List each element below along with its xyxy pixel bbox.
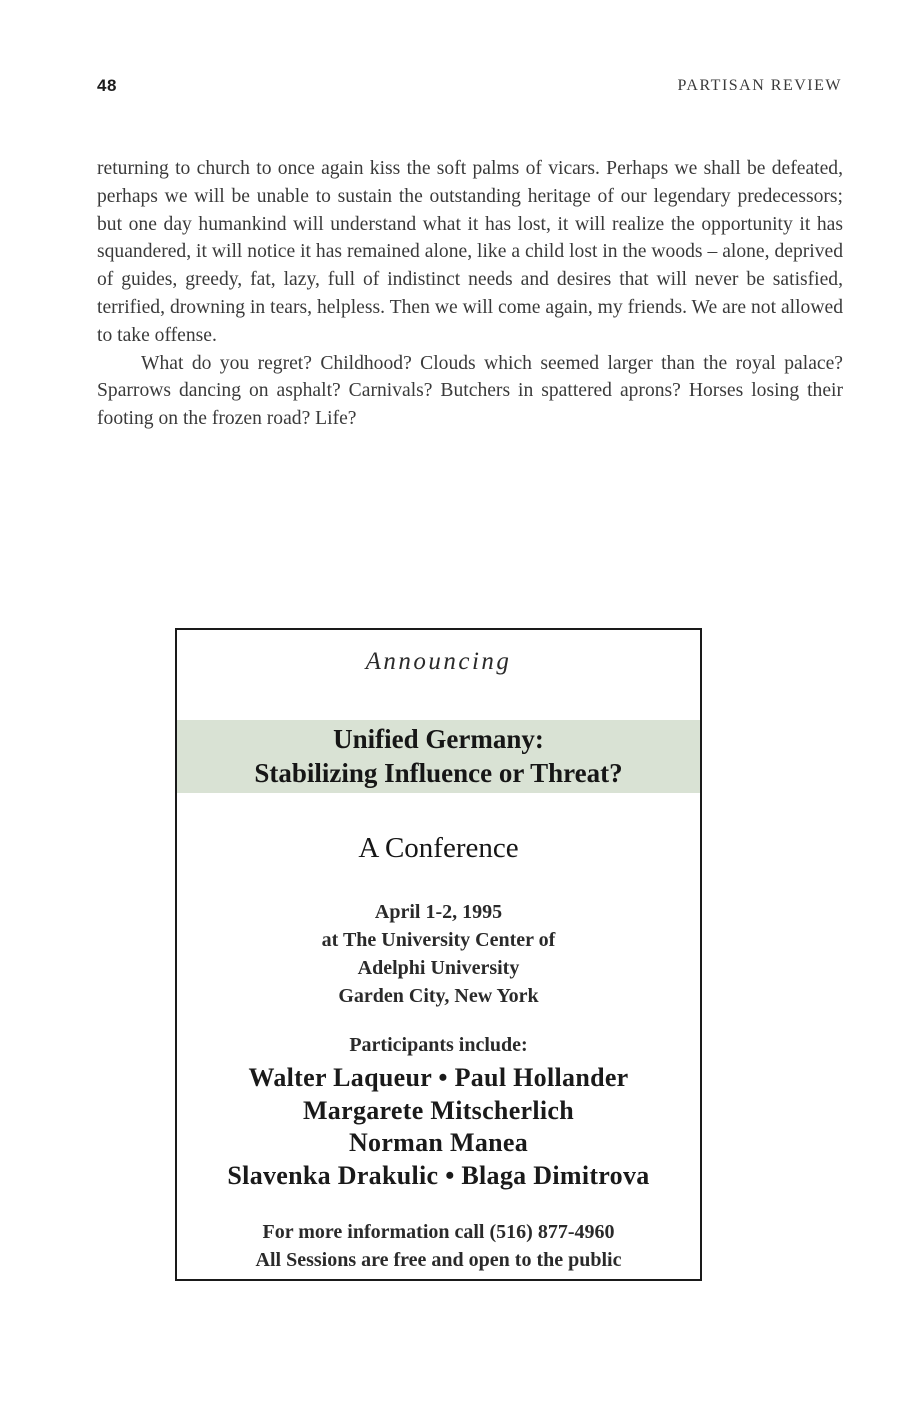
phone-info: For more information call (516) 877-4960 bbox=[262, 1221, 615, 1243]
body-text bbox=[97, 155, 843, 433]
participant-line: Norman Manea bbox=[348, 1128, 529, 1157]
participant-line: Slavenka Drakulic • Blaga Dimitrova bbox=[227, 1160, 650, 1190]
participants-heading: Participants include: bbox=[349, 1034, 528, 1056]
event-venue: at The University Center of bbox=[321, 929, 556, 951]
event-city: Garden City, New York bbox=[338, 985, 539, 1007]
paragraph: returning to church to once again kiss the soft palms of vicars. Perhaps we shall be defeated, perhaps we will be unable to sustain the outstanding heritage of our legendary predecessors; but one day humankind will understand what it has lost, it will realize the opportunity it has squandered, it will notice it has remained alone, like a child lost in the woods – alone, deprived of guides, greedy, fat, lazy, full of indistinct needs and desires that will never be satisfied, terrified, drowning in tears, helpless. Then we will come again, my friends. We are not allowed to take offense. bbox=[97, 158, 843, 346]
admission-info: All Sessions are free and open to the public bbox=[255, 1249, 622, 1271]
page-number: 48 bbox=[97, 76, 117, 95]
event-date: April 1-2, 1995 bbox=[374, 901, 503, 923]
participant-line: Walter Laqueur • Paul Hollander bbox=[248, 1063, 629, 1092]
event-university: Adelphi University bbox=[357, 957, 520, 979]
title-band bbox=[177, 720, 700, 793]
participant-line: Margarete Mitscherlich bbox=[302, 1095, 575, 1125]
conference-subtitle: A Conference bbox=[358, 832, 519, 864]
contact-info bbox=[177, 1218, 700, 1274]
conference-title bbox=[177, 720, 700, 790]
title-line: Unified Germany: bbox=[333, 724, 544, 754]
participants-list bbox=[177, 1062, 700, 1192]
title-line: Stabilizing Influence or Threat? bbox=[254, 758, 623, 788]
paragraph: What do you regret? Childhood? Clouds which seemed larger than the royal palace? Sparrows dancing on asphalt? Carnivals? Butchers in spattered aprons? Horses losing their footing on the frozen road? Life? bbox=[97, 352, 843, 430]
conference-announcement bbox=[175, 628, 702, 1281]
announcing-label: Announcing bbox=[365, 648, 512, 675]
running-head: PARTISAN REVIEW bbox=[677, 77, 842, 94]
event-details bbox=[177, 898, 700, 1010]
